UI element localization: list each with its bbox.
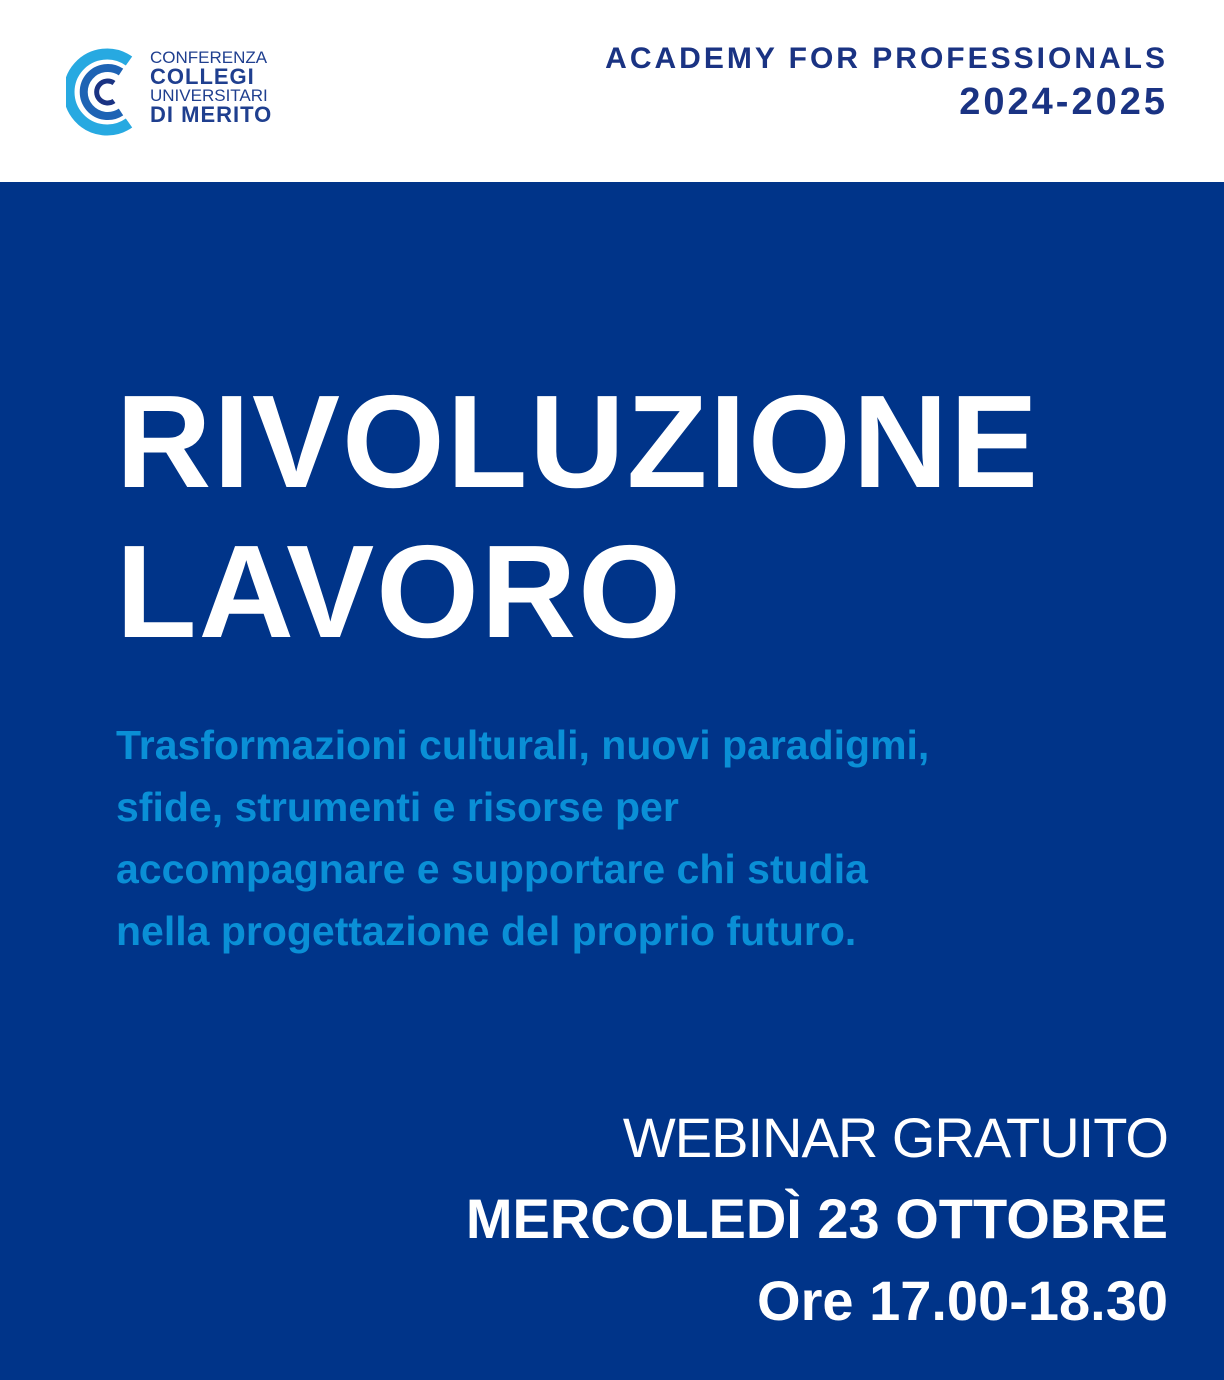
logo-wordmark [150,48,273,127]
event-description-line-3: accompagnare e supportare chi studia [116,846,868,892]
event-title-line-2: LAVORO [116,518,683,665]
event-description [116,714,1176,962]
concentric-c-rings-icon [66,44,146,140]
event-time: Ore 17.00-18.30 [757,1269,1168,1332]
event-description-line-2: sfide, strumenti e risorse per [116,784,679,830]
event-description-line-1: Trasformazioni culturali, nuovi paradigmi, [116,722,930,768]
logo-line-di-merito: DI MERITO [150,102,273,127]
event-date: MERCOLEDÌ 23 OTTOBRE [465,1187,1168,1250]
event-description-line-4: nella progettazione del proprio futuro. [116,908,857,954]
event-title [116,367,1040,667]
program-year: 2024-2025 [959,81,1168,123]
program-heading [605,40,1168,126]
conference-logo [66,44,286,144]
program-title: ACADEMY FOR PROFESSIONALS [605,42,1168,75]
hero-panel [0,182,1224,1380]
logo-line-universitari: UNIVERSITARI [150,86,268,105]
header-bar [0,0,1224,182]
event-details [466,1100,1168,1340]
logo-line-conferenza: CONFERENZA [150,48,268,67]
event-title-line-1: RIVOLUZIONE [116,368,1041,515]
event-type: WEBINAR GRATUITO [622,1106,1168,1169]
logo-line-collegi: COLLEGI [150,64,255,89]
